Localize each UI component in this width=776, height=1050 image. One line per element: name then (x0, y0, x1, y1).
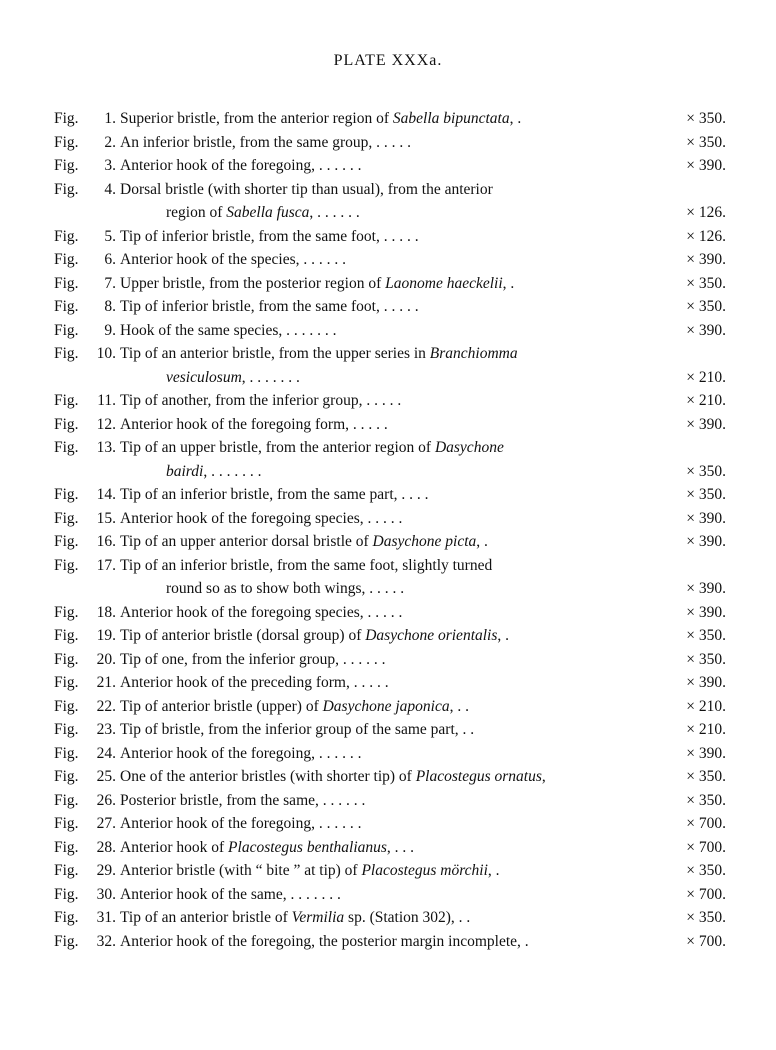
figure-num: 23. (96, 721, 116, 738)
figure-number (54, 812, 118, 836)
figure-caption (120, 131, 640, 155)
magnification: × 390. (686, 580, 726, 597)
figure-entry (54, 930, 734, 954)
figure-label: Fig. (54, 909, 79, 926)
figure-caption (120, 883, 640, 907)
caption-text: , . (497, 627, 510, 644)
caption-text: , . . . . . . . (241, 368, 300, 386)
caption-text: Upper bristle, from the posterior region of (120, 274, 386, 292)
figure-label: Fig. (54, 227, 79, 245)
figure-entry (54, 859, 734, 883)
magnification: × 350. (686, 462, 726, 480)
figure-label: Fig. (54, 627, 79, 644)
figure-label: Fig. (54, 274, 79, 292)
figure-caption (120, 624, 640, 648)
figure-list (54, 107, 734, 953)
caption-text: Tip of an inferior bristle, from the same foot, slightly turned (120, 556, 493, 574)
caption-text: , . . . . . . . (203, 462, 262, 480)
figure-label: Fig. (54, 768, 79, 785)
caption-text: Anterior hook of (120, 838, 229, 856)
figure-num: 11. (97, 392, 116, 409)
figure-label: Fig. (54, 721, 79, 738)
figure-num: 14. (96, 486, 116, 503)
magnification: × 390. (686, 321, 726, 339)
caption-text: One of the anterior bristles (with shorter tip) of (120, 768, 416, 785)
figure-num: 15. (96, 509, 116, 527)
caption-text: Tip of anterior bristle (dorsal group) of (120, 627, 366, 644)
figure-entry (54, 765, 734, 789)
caption-text: , . . (449, 697, 469, 715)
plate-title: PLATE XXXa. (333, 52, 443, 69)
figure-num: 2. (104, 133, 116, 151)
caption-text: Tip of anterior bristle (upper) of (120, 697, 323, 715)
figure-caption (120, 507, 640, 531)
figure-number (54, 342, 118, 366)
figure-entry (54, 178, 734, 225)
figure-label: Fig. (54, 791, 79, 809)
figure-entry (54, 624, 734, 648)
figure-entry (54, 695, 734, 719)
figure-number (54, 765, 118, 789)
figure-caption (120, 859, 640, 883)
figure-caption (120, 107, 640, 131)
figure-entry (54, 389, 734, 413)
caption-text: Anterior bristle (with “ bite ” at tip) of (120, 862, 362, 879)
figure-label: Fig. (54, 603, 79, 621)
figure-caption (120, 930, 640, 954)
caption-text: region of (166, 204, 227, 221)
figure-num: 17. (96, 556, 116, 574)
caption-text: round so as to show both wings, . . . . . (166, 580, 405, 597)
figure-number (54, 742, 118, 766)
figure-num: 32. (96, 932, 116, 950)
figure-entry (54, 131, 734, 155)
caption-text: , (541, 768, 546, 785)
figure-number (54, 413, 118, 437)
figure-entry (54, 812, 734, 836)
figure-number (54, 107, 118, 131)
magnification: × 350. (686, 298, 726, 315)
species-name: Placostegus benthalianus (228, 838, 387, 856)
figure-number (54, 154, 118, 178)
figure-number (54, 601, 118, 625)
figure-caption (120, 906, 640, 930)
figure-label: Fig. (54, 298, 79, 315)
caption-text: Anterior hook of the foregoing, . . . . . . (120, 157, 362, 174)
figure-entry (54, 342, 734, 389)
caption-text: , . . . . . . (309, 204, 360, 221)
species-name: bairdi (166, 462, 204, 480)
magnification: × 350. (686, 862, 726, 879)
caption-text: Tip of one, from the inferior group, . . . . . . (120, 650, 386, 668)
magnification: × 210. (686, 721, 726, 738)
caption-text: , . (502, 274, 515, 292)
caption-text: Tip of an anterior bristle of (120, 909, 292, 926)
figure-entry (54, 272, 734, 296)
caption-text: Tip of an anterior bristle, from the upper series in (120, 345, 430, 362)
figure-num: 19. (96, 627, 116, 644)
figure-label: Fig. (54, 674, 79, 691)
caption-text: sp. (Station 302), . . (344, 909, 471, 926)
figure-caption (120, 225, 640, 249)
caption-text: Anterior hook of the same, . . . . . . . (120, 885, 341, 903)
figure-entry (54, 225, 734, 249)
figure-num: 29. (96, 862, 116, 879)
figure-label: Fig. (54, 345, 79, 362)
caption-text: Tip of an upper bristle, from the anterior region of (120, 439, 435, 456)
magnification: × 350. (686, 486, 726, 503)
figure-caption (120, 742, 640, 766)
magnification: × 390. (686, 415, 726, 433)
figure-entry (54, 436, 734, 483)
figure-entry (54, 648, 734, 672)
magnification: × 350. (686, 909, 726, 926)
figure-label: Fig. (54, 180, 79, 198)
figure-caption (120, 789, 640, 813)
caption-text: Superior bristle, from the anterior region of (120, 110, 393, 127)
figure-num: 31. (96, 909, 116, 926)
figure-number (54, 178, 118, 202)
species-name: Placostegus ornatus (415, 768, 542, 785)
figure-entry (54, 601, 734, 625)
figure-num: 21. (96, 674, 116, 691)
figure-caption (120, 695, 640, 719)
magnification: × 700. (686, 815, 726, 832)
figure-label: Fig. (54, 157, 79, 174)
magnification: × 390. (686, 744, 726, 762)
figure-label: Fig. (54, 392, 79, 409)
figure-number (54, 624, 118, 648)
figure-caption (120, 765, 640, 789)
caption-text: Tip of inferior bristle, from the same foot, . . . . . (120, 227, 419, 245)
figure-label: Fig. (54, 533, 79, 550)
figure-label: Fig. (54, 885, 79, 903)
figure-label: Fig. (54, 932, 79, 950)
figure-number (54, 131, 118, 155)
figure-num: 3. (104, 157, 116, 174)
magnification: × 350. (686, 110, 726, 127)
figure-num: 7. (104, 274, 116, 292)
figure-label: Fig. (54, 509, 79, 527)
figure-num: 28. (96, 838, 116, 856)
magnification: × 210. (686, 392, 726, 409)
figure-caption (120, 389, 640, 413)
species-name: Vermilia (291, 909, 345, 926)
figure-label: Fig. (54, 321, 79, 339)
figure-caption (120, 812, 640, 836)
figure-number (54, 883, 118, 907)
magnification: × 350. (686, 627, 726, 644)
figure-num: 6. (104, 251, 116, 268)
magnification: × 390. (686, 251, 726, 268)
magnification: × 390. (686, 157, 726, 174)
figure-number (54, 906, 118, 930)
caption-text: Posterior bristle, from the same, . . . . . . (120, 791, 366, 809)
figure-caption (120, 248, 640, 272)
magnification: × 350. (686, 791, 726, 809)
figure-label: Fig. (54, 556, 79, 574)
figure-number (54, 436, 118, 460)
species-name: Placostegus mörchii (361, 862, 488, 879)
figure-entry (54, 107, 734, 131)
figure-label: Fig. (54, 110, 79, 127)
caption-text: An inferior bristle, from the same group, . . . . . (120, 133, 411, 151)
species-name: Sabella fusca (226, 204, 310, 221)
figure-caption (120, 319, 640, 343)
figure-caption (120, 671, 640, 695)
figure-number (54, 718, 118, 742)
figure-label: Fig. (54, 862, 79, 879)
magnification: × 350. (686, 133, 726, 151)
figure-number (54, 483, 118, 507)
figure-label: Fig. (54, 838, 79, 856)
magnification: × 210. (686, 697, 726, 715)
figure-entry (54, 671, 734, 695)
magnification: × 350. (686, 768, 726, 785)
figure-number (54, 648, 118, 672)
figure-caption (120, 554, 640, 601)
caption-text: Tip of another, from the inferior group, . . . . . (120, 392, 402, 409)
figure-num: 24. (96, 744, 116, 762)
figure-label: Fig. (54, 650, 79, 668)
figure-entry (54, 507, 734, 531)
figure-caption (120, 601, 640, 625)
magnification: × 390. (686, 509, 726, 527)
caption-text: Anterior hook of the foregoing species, . . . . . (120, 509, 403, 527)
figure-label: Fig. (54, 815, 79, 832)
figure-number (54, 319, 118, 343)
figure-number (54, 554, 118, 578)
figure-number (54, 507, 118, 531)
figure-num: 9. (104, 321, 116, 339)
magnification: × 700. (686, 838, 726, 856)
figure-caption (120, 413, 640, 437)
figure-number (54, 789, 118, 813)
figure-caption (120, 272, 640, 296)
figure-entry (54, 718, 734, 742)
magnification: × 350. (686, 650, 726, 668)
figure-label: Fig. (54, 697, 79, 715)
caption-text: Anterior hook of the foregoing form, . . . . . (120, 415, 388, 433)
figure-number (54, 695, 118, 719)
caption-text: , . (476, 533, 488, 550)
figure-caption (120, 154, 640, 178)
caption-text: Tip of an inferior bristle, from the same part, . . . . (120, 486, 429, 503)
figure-number (54, 530, 118, 554)
species-name: Sabella bipunctata (392, 110, 510, 127)
caption-text: , . . . (386, 838, 415, 856)
figure-num: 1. (104, 110, 116, 127)
caption-text: Anterior hook of the species, . . . . . . (120, 251, 346, 268)
figure-entry (54, 554, 734, 601)
caption-text: Tip of an upper anterior dorsal bristle of (120, 533, 373, 550)
figure-num: 8. (104, 298, 116, 315)
caption-text: Hook of the same species, . . . . . . . (120, 321, 337, 339)
figure-caption (120, 648, 640, 672)
species-name: Dasychone picta (372, 533, 477, 550)
magnification: × 390. (686, 603, 726, 621)
species-name: Branchiomma (429, 345, 518, 362)
magnification: × 126. (686, 204, 726, 221)
magnification: × 210. (686, 368, 726, 386)
figure-caption (120, 342, 640, 389)
caption-text: Tip of bristle, from the inferior group of the same part, . . (120, 721, 475, 738)
figure-num: 25. (96, 768, 116, 785)
caption-text: Anterior hook of the preceding form, . . . . . (120, 674, 389, 691)
species-name: Dasychone japonica (322, 697, 450, 715)
figure-entry (54, 906, 734, 930)
figure-entry (54, 530, 734, 554)
figure-entry (54, 295, 734, 319)
magnification: × 700. (686, 932, 726, 950)
figure-entry (54, 883, 734, 907)
figure-entry (54, 319, 734, 343)
magnification: × 390. (686, 533, 726, 550)
figure-number (54, 859, 118, 883)
figure-number (54, 272, 118, 296)
figure-num: 10. (96, 345, 116, 362)
caption-text: Anterior hook of the foregoing species, . . . . . (120, 603, 403, 621)
figure-label: Fig. (54, 251, 79, 268)
figure-num: 5. (104, 227, 116, 245)
caption-text: , . (509, 110, 522, 127)
figure-entry (54, 483, 734, 507)
figure-caption (120, 530, 640, 554)
figure-num: 20. (96, 650, 116, 668)
figure-num: 27. (96, 815, 116, 832)
species-name: Dasychone orientalis (365, 627, 498, 644)
figure-entry (54, 248, 734, 272)
figure-num: 16. (96, 533, 116, 550)
figure-number (54, 930, 118, 954)
figure-num: 26. (96, 791, 116, 809)
figure-label: Fig. (54, 744, 79, 762)
caption-text: , . (487, 862, 500, 879)
magnification: × 350. (686, 274, 726, 292)
magnification: × 700. (686, 885, 726, 903)
figure-number (54, 836, 118, 860)
figure-caption (120, 436, 640, 483)
caption-text: Dorsal bristle (with shorter tip than usual), from the anterior (120, 180, 493, 198)
figure-num: 22. (96, 697, 116, 715)
figure-num: 18. (96, 603, 116, 621)
caption-text: Anterior hook of the foregoing, . . . . . . (120, 744, 362, 762)
figure-caption (120, 836, 640, 860)
figure-entry (54, 742, 734, 766)
figure-label: Fig. (54, 486, 79, 503)
figure-label: Fig. (54, 439, 79, 456)
figure-label: Fig. (54, 415, 79, 433)
figure-number (54, 671, 118, 695)
figure-caption (120, 295, 640, 319)
figure-num: 12. (96, 415, 116, 433)
caption-text: Anterior hook of the foregoing, . . . . . . (120, 815, 362, 832)
caption-text: Anterior hook of the foregoing, the posterior margin incomplete, . (120, 932, 529, 950)
figure-caption (120, 718, 640, 742)
figure-num: 30. (96, 885, 116, 903)
figure-caption (120, 483, 640, 507)
figure-entry (54, 413, 734, 437)
species-name: vesiculosum (166, 368, 242, 386)
figure-caption (120, 178, 640, 225)
figure-entry (54, 836, 734, 860)
figure-number (54, 389, 118, 413)
figure-num: 13. (96, 439, 116, 456)
figure-number (54, 225, 118, 249)
figure-entry (54, 154, 734, 178)
figure-num: 4. (104, 180, 116, 198)
magnification: × 390. (686, 674, 726, 691)
figure-number (54, 248, 118, 272)
figure-number (54, 295, 118, 319)
species-name: Dasychone (434, 439, 504, 456)
caption-text: Tip of inferior bristle, from the same foot, . . . . . (120, 298, 419, 315)
species-name: Laonome haeckelii (385, 274, 503, 292)
figure-label: Fig. (54, 133, 79, 151)
magnification: × 126. (686, 227, 726, 245)
figure-entry (54, 789, 734, 813)
